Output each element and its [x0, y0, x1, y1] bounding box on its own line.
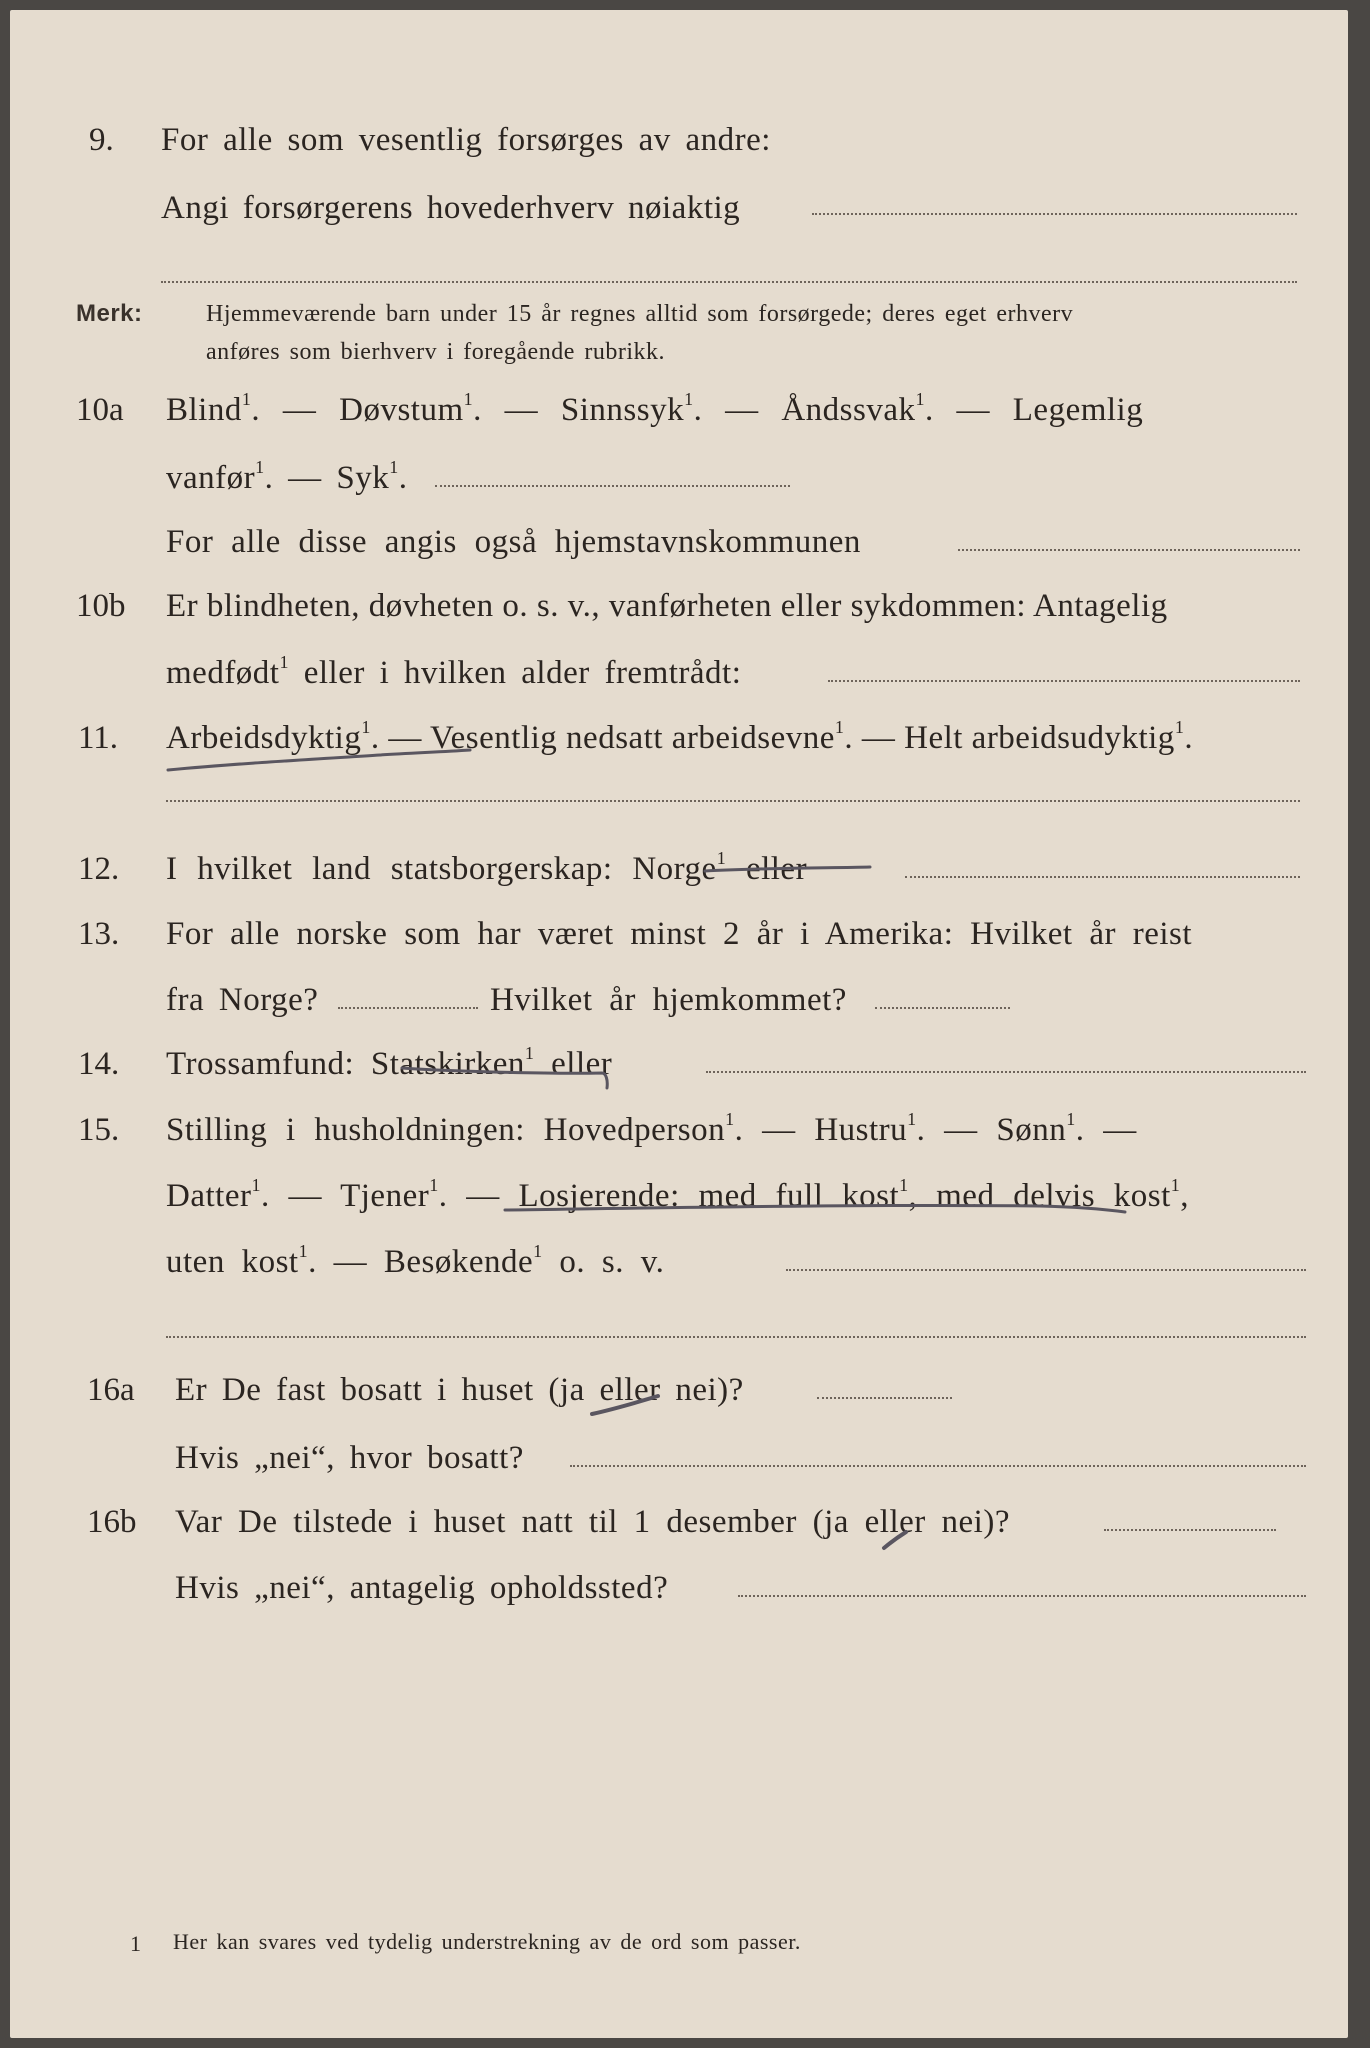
- question-10a-line-3: For alle disse angis også hjemstavnskommunen: [166, 524, 861, 560]
- question-number-16a: 16a: [87, 1372, 135, 1408]
- note-text-line-1: Hjemmeværende barn under 15 år regnes alltid som forsørgede; deres eget erhverv: [206, 301, 1074, 327]
- answer-line-15b[interactable]: [166, 1336, 1306, 1338]
- question-12-text: I hvilket land statsborgerskap: Norge$^1$ eller: [166, 848, 808, 887]
- question-number-9: 9.: [89, 122, 114, 158]
- answer-line-10b[interactable]: [828, 680, 1300, 682]
- question-14-text: Trossamfund: Statskirken$^1$ eller: [166, 1043, 613, 1082]
- question-13-line-2a: fra Norge?: [166, 982, 319, 1018]
- answer-line-16b-2[interactable]: [738, 1595, 1306, 1597]
- answer-line-11[interactable]: [166, 800, 1300, 802]
- question-13-line-1: For alle norske som har været minst 2 år i Amerika: Hvilket år reist: [166, 916, 1193, 952]
- question-9-text: For alle som vesentlig forsørges av andre:: [161, 122, 771, 158]
- answer-line-15a[interactable]: [786, 1269, 1306, 1271]
- census-form-page: [10, 10, 1348, 2038]
- answer-line-16a-2[interactable]: [570, 1465, 1306, 1467]
- answer-line-16a-1[interactable]: [817, 1397, 952, 1399]
- question-number-10a: 10a: [76, 392, 124, 428]
- question-15-line-2: Datter$^1$. — Tjener$^1$. — Losjerende: med full kost$^1$, med delvis kost$^1$,: [166, 1175, 1190, 1214]
- question-number-15: 15.: [78, 1112, 120, 1148]
- answer-line-9b[interactable]: [161, 281, 1297, 283]
- question-16a-line-1: Er De fast bosatt i huset (ja eller nei)?: [175, 1372, 744, 1408]
- question-number-10b: 10b: [76, 588, 126, 624]
- answer-line-13-reist[interactable]: [338, 1007, 478, 1009]
- question-10b-line-2: medfødt$^1$ eller i hvilken alder fremtrådt:: [166, 652, 742, 691]
- question-10b-line-1: Er blindheten, døvheten o. s. v., vanførheten eller sykdommen: Antagelig: [166, 588, 1168, 624]
- note-text-line-2: anføres som bierhverv i foregående rubrikk.: [206, 339, 666, 365]
- question-10a-line-1: Blind$^1$. — Døvstum$^1$. — Sinnssyk$^1$. — Åndssvak$^1$. — Legemlig: [166, 389, 1144, 428]
- answer-line-12[interactable]: [905, 876, 1300, 878]
- question-number-14: 14.: [78, 1046, 120, 1082]
- question-9-subtext: Angi forsørgerens hovederhverv nøiaktig: [161, 190, 741, 226]
- answer-line-14[interactable]: [706, 1071, 1306, 1073]
- answer-line-16b-1[interactable]: [1104, 1529, 1276, 1531]
- answer-line-13-hjemkommet[interactable]: [875, 1007, 1010, 1009]
- question-13-line-2b: Hvilket år hjemkommet?: [490, 982, 847, 1018]
- question-number-16b: 16b: [87, 1504, 137, 1540]
- question-15-line-3: uten kost$^1$. — Besøkende$^1$ o. s. v.: [166, 1241, 665, 1280]
- question-16b-line-1: Var De tilstede i huset natt til 1 desember (ja eller nei)?: [175, 1504, 1010, 1540]
- question-number-12: 12.: [78, 851, 120, 887]
- answer-line-9a[interactable]: [812, 213, 1297, 215]
- question-16a-line-2: Hvis „nei“, hvor bosatt?: [175, 1440, 524, 1476]
- question-16b-line-2: Hvis „nei“, antagelig opholdssted?: [175, 1570, 669, 1606]
- question-number-11: 11.: [78, 720, 119, 756]
- footnote-mark: 1: [130, 1931, 142, 1956]
- footnote-text: Her kan svares ved tydelig understrekning av de ord som passer.: [173, 1929, 801, 1954]
- note-label: Merk:: [76, 300, 143, 327]
- question-15-line-1: Stilling i husholdningen: Hovedperson$^1$. — Hustru$^1$. — Sønn$^1$. —: [166, 1109, 1137, 1148]
- answer-line-10a-1[interactable]: [435, 485, 790, 487]
- question-number-13: 13.: [78, 916, 120, 952]
- question-10a-line-2: vanfør$^1$. — Syk$^1$.: [166, 457, 408, 496]
- answer-line-10a-2[interactable]: [958, 549, 1300, 551]
- question-11-text: Arbeidsdyktig$^1$. — Vesentlig nedsatt arbeidsevne$^1$. — Helt arbeidsudyktig$^1$.: [166, 717, 1194, 756]
